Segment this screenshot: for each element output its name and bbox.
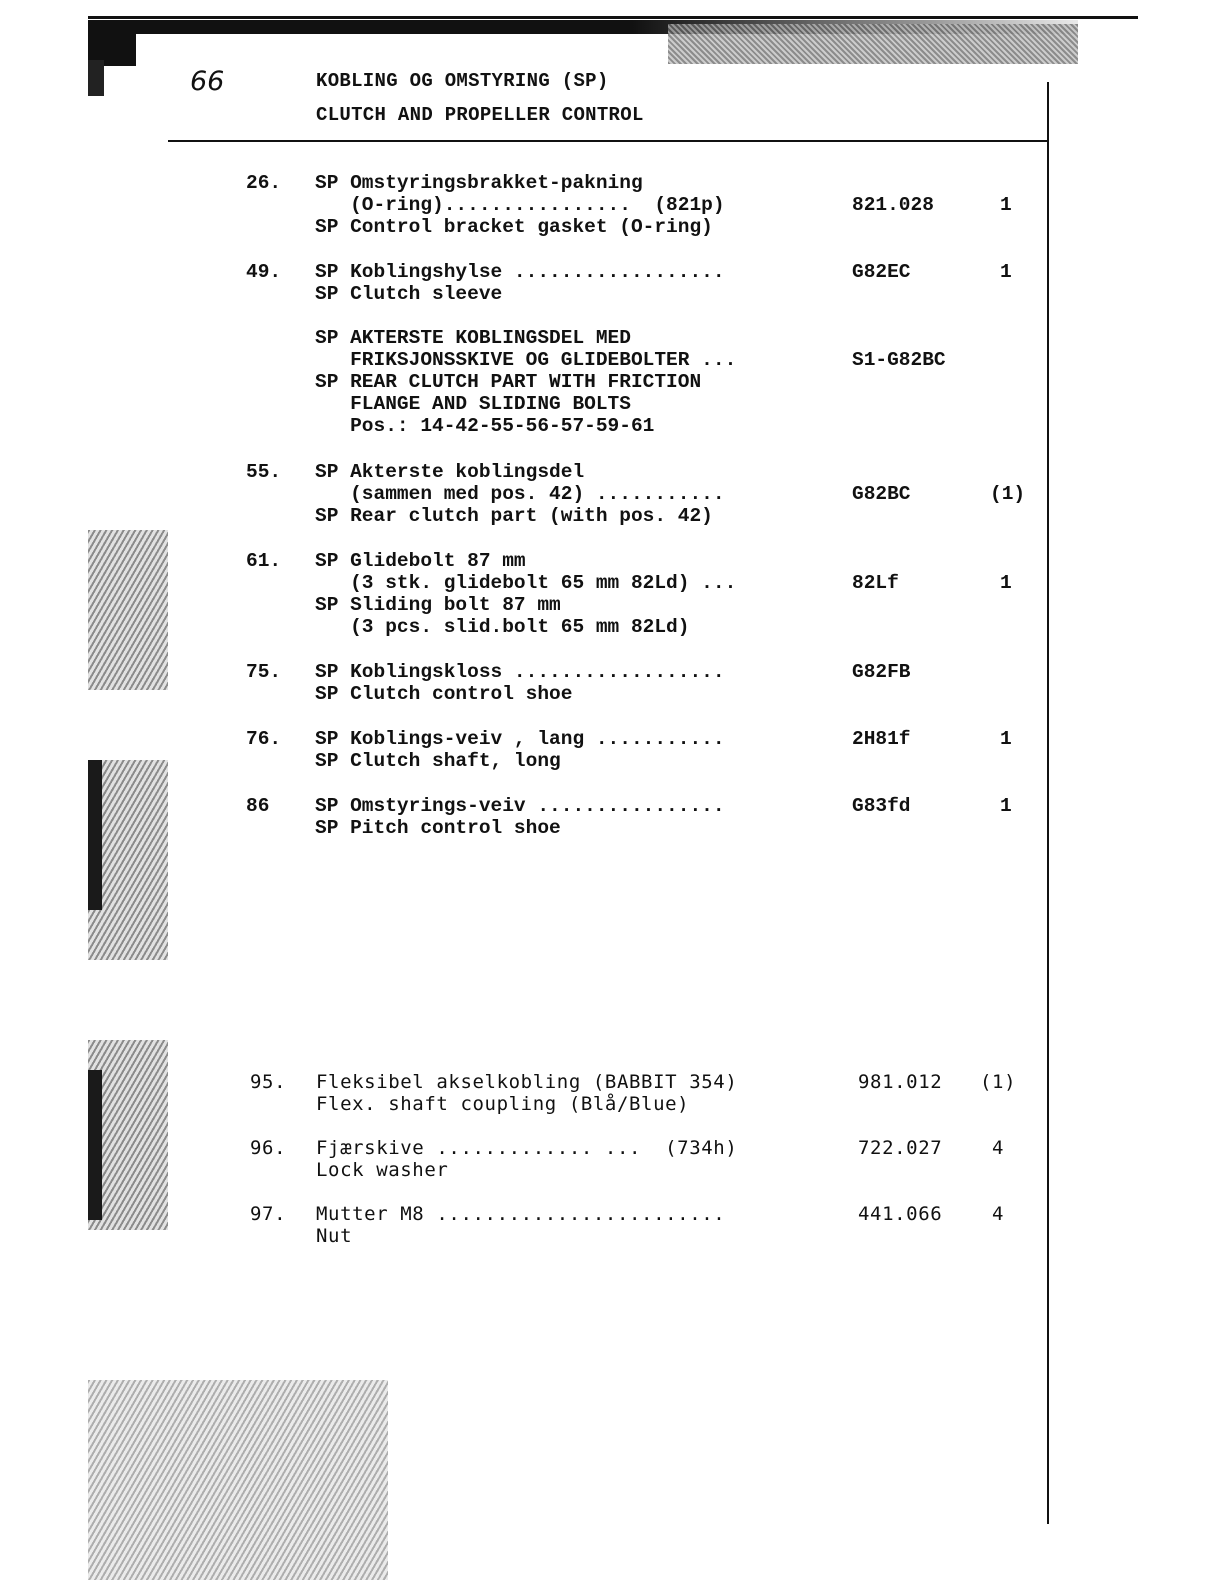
description-line: Fjærskive ............. ... (734h)	[316, 1137, 738, 1159]
description-line: Fleksibel akselkobling (BABBIT 354)	[316, 1071, 738, 1093]
description-line: Nut	[316, 1225, 353, 1247]
position-number: 49.	[246, 261, 282, 283]
position-number: 61.	[246, 550, 282, 572]
scan-edge-dark	[88, 760, 102, 910]
description-line: Lock washer	[316, 1159, 449, 1181]
quantity: 1	[1000, 261, 1012, 283]
description-line: (sammen med pos. 42) ...........	[315, 483, 725, 505]
position-number: 96.	[250, 1137, 287, 1159]
description-line: SP Glidebolt 87 mm	[315, 550, 526, 572]
part-number: G82BC	[852, 483, 911, 505]
position-number: 97.	[250, 1203, 287, 1225]
quantity: (1)	[990, 483, 1026, 505]
scan-noise-left	[88, 530, 168, 690]
description-line: FLANGE AND SLIDING BOLTS	[315, 393, 631, 415]
part-number: S1-G82BC	[852, 349, 946, 371]
part-number: 722.027	[858, 1137, 943, 1159]
description-line: Flex. shaft coupling (Blå/Blue)	[316, 1093, 690, 1115]
position-number: 86	[246, 795, 270, 817]
description-line: SP Control bracket gasket (O-ring)	[315, 216, 713, 238]
description-line: SP REAR CLUTCH PART WITH FRICTION	[315, 371, 702, 393]
description-line: SP Clutch sleeve	[315, 283, 503, 305]
description-line: SP Clutch shaft, long	[315, 750, 561, 772]
quantity: 1	[1000, 572, 1012, 594]
scan-noise-left	[88, 1380, 388, 1580]
section-title-english: CLUTCH AND PROPELLER CONTROL	[316, 104, 644, 126]
description-line: Pos.: 14-42-55-56-57-59-61	[315, 415, 655, 437]
section-title-norwegian: KOBLING OG OMSTYRING (SP)	[316, 70, 609, 92]
description-line: SP Koblings-veiv , lang ...........	[315, 728, 725, 750]
quantity: 1	[1000, 728, 1012, 750]
part-number: G82EC	[852, 261, 911, 283]
top-border-line	[88, 16, 1138, 19]
description-line: SP Sliding bolt 87 mm	[315, 594, 561, 616]
quantity: 4	[992, 1203, 1005, 1225]
position-number: 75.	[246, 661, 282, 683]
part-number: 821.028	[852, 194, 934, 216]
scan-edge-dark	[88, 1070, 102, 1220]
quantity: 1	[1000, 194, 1012, 216]
header-divider	[168, 140, 1048, 142]
right-margin-line	[1047, 82, 1049, 1524]
part-number: 82Lf	[852, 572, 899, 594]
description-line: FRIKSJONSSKIVE OG GLIDEBOLTER ...	[315, 349, 737, 371]
part-number: 2H81f	[852, 728, 911, 750]
description-line: SP AKTERSTE KOBLINGSDEL MED	[315, 327, 631, 349]
description-line: (O-ring)................ (821p)	[315, 194, 725, 216]
description-line: (3 stk. glidebolt 65 mm 82Ld) ...	[315, 572, 737, 594]
quantity: (1)	[980, 1071, 1017, 1093]
description-line: Mutter M8 ........................	[316, 1203, 726, 1225]
description-line: SP Koblingshylse ..................	[315, 261, 725, 283]
description-line: SP Akterste koblingsdel	[315, 461, 585, 483]
position-number: 26.	[246, 172, 282, 194]
part-number: 981.012	[858, 1071, 943, 1093]
description-line: (3 pcs. slid.bolt 65 mm 82Ld)	[315, 616, 690, 638]
position-number: 95.	[250, 1071, 287, 1093]
description-line: SP Clutch control shoe	[315, 683, 573, 705]
description-line: SP Pitch control shoe	[315, 817, 561, 839]
quantity: 4	[992, 1137, 1005, 1159]
description-line: SP Omstyringsbrakket-pakning	[315, 172, 643, 194]
part-number: G82FB	[852, 661, 911, 683]
part-number: 441.066	[858, 1203, 943, 1225]
position-number: 76.	[246, 728, 282, 750]
position-number: 55.	[246, 461, 282, 483]
description-line: SP Rear clutch part (with pos. 42)	[315, 505, 713, 527]
quantity: 1	[1000, 795, 1012, 817]
scan-corner-mark	[88, 60, 104, 96]
page-number: 66	[190, 66, 225, 97]
scan-noise-top	[668, 24, 1078, 64]
part-number: G83fd	[852, 795, 911, 817]
description-line: SP Omstyrings-veiv ................	[315, 795, 725, 817]
description-line: SP Koblingskloss ..................	[315, 661, 725, 683]
